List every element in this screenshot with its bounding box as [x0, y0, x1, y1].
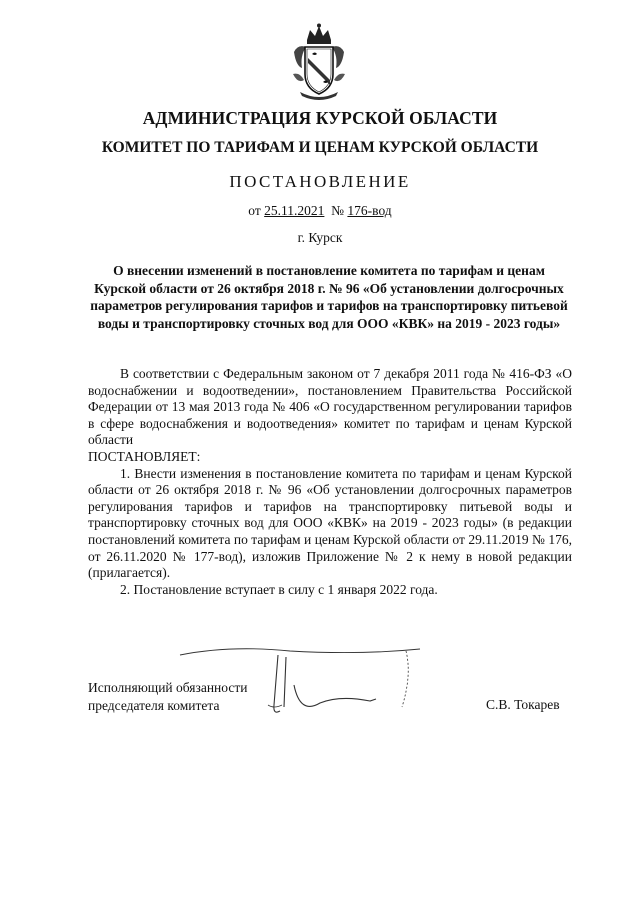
document-body	[88, 366, 572, 598]
coat-of-arms-icon	[290, 22, 348, 100]
item-2-paragraph: 2. Постановление вступает в силу с 1 января 2022 года.	[120, 581, 438, 597]
date-prefix: от	[248, 203, 261, 218]
document-date: 25.11.2021	[264, 203, 325, 218]
signatory-name: С.В. Токарев	[486, 697, 560, 712]
decree-word: ПОСТАНОВЛЯЕТ:	[88, 448, 201, 464]
item-1-paragraph: 1. Внести изменения в постановление комитета по тарифам и ценам Курской области от 26 октября 2018 г. № 96 «Об установлении долгосрочных параметров регулирования тарифов и тарифов на транспортировку питьевой воды и транспортировку сточных вод для ООО «КВК» на 2019 - 2023 годы» (в редакции постановлений комитета по тарифам и ценам Курской области от 29.11.2019 № 176, от 26.11.2020 № 177-вод), изложив Приложение № 2 к нему в новой редакции (прилагается).	[88, 465, 572, 581]
city: г. Курск	[297, 230, 343, 245]
preamble-paragraph: В соответствии с Федеральным законом от 7 декабря 2011 года № 416-ФЗ «О водоснабжении и водоотведении», постановлением Правительства Российской Федерации от 13 мая 2013 года № 406 «О государственном регулировании тарифов в сфере водоснабжения и водоотведения» комитет по тарифам и ценам Курской области	[88, 366, 572, 448]
number-prefix: №	[331, 203, 345, 218]
document-type: ПОСТАНОВЛЕНИЕ	[229, 172, 411, 191]
document-number: 176-вод	[347, 203, 392, 218]
date-number-line	[0, 203, 640, 219]
signatory-position-line1: Исполняющий обязанности	[88, 680, 248, 695]
committee-title: КОМИТЕТ ПО ТАРИФАМ И ЦЕНАМ КУРСКОЙ ОБЛАСТИ	[101, 139, 539, 156]
signatory-position	[88, 679, 247, 715]
signatory-position-line2: председателя комитета	[88, 698, 220, 713]
document-subject: О внесении изменений в постановление комитета по тарифам и ценам Курской области от 26 октября 2018 г. № 96 «Об установлении долгосрочных параметров регулирования тарифов и тарифов на транспортировку питьевой воды и транспортировку сточных вод для ООО «КВК» на 2019 - 2023 годы»	[90, 263, 568, 331]
administration-title: АДМИНИСТРАЦИЯ КУРСКОЙ ОБЛАСТИ	[142, 108, 498, 128]
